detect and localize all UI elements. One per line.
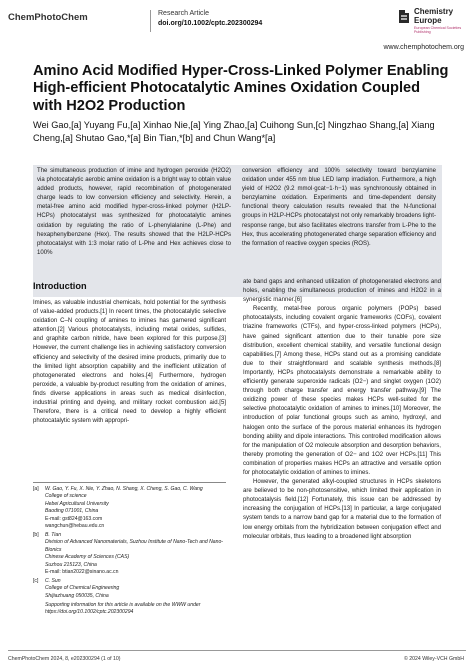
- affiliation-line: Hebei Agricultural University: [45, 500, 109, 507]
- affiliation-tag: [b]: [33, 531, 39, 538]
- intro-paragraph: ate band gaps and enhanced utilization of photogenerated electrons and holes, enabling the simultaneous production of imines and H2O2 in a synergistic manner.[6]: [243, 279, 441, 304]
- footer-copyright: © 2024 Wiley-VCH GmbH: [403, 656, 464, 662]
- doi-link[interactable]: doi.org/10.1002/cptc.202300294: [158, 20, 263, 27]
- publisher-logo-name: Chemistry Europe: [414, 7, 454, 25]
- footer-citation: ChemPhotoChem 2024, 8, e202300294 (1 of 10): [8, 656, 121, 662]
- affiliation-line: Shijiazhuang 050035, China: [45, 592, 109, 599]
- author-list: Wei Gao,[a] Yuyang Fu,[a] Xinhao Nie,[a] Ying Zhao,[a] Cuihong Sun,[c] Ningzhao Shang,[a] Xiang Cheng,[a] Shutao Gao,*[a] Bin Tian,*[b] and Chun Wang*[a]: [33, 120, 435, 144]
- affiliation-line: College of Chemical Engineering: [45, 585, 120, 592]
- affiliation-email[interactable]: E-mail: gst824@163.com: [45, 515, 103, 522]
- article-title: Amino Acid Modified Hyper-Cross-Linked Polymer Enabling High-efficient Photocatalytic Amines Oxidation Coupled with H2O2 Production: [33, 63, 449, 114]
- affiliation-line: C. Sun: [45, 577, 61, 584]
- publisher-logo[interactable]: [398, 6, 468, 36]
- affiliation-line: Chinese Academy of Sciences (CAS): [45, 554, 130, 561]
- affiliation-line: Suzhou 215123, China: [45, 561, 97, 568]
- chemistry-europe-logo-icon: [398, 8, 410, 24]
- article-type: Research Article: [158, 10, 209, 17]
- affiliation-line: B. Tian: [45, 531, 62, 538]
- affiliation-divider: [33, 482, 226, 483]
- affiliation-line: College of science: [45, 493, 87, 500]
- affiliation-tag: [a]: [33, 486, 39, 492]
- affiliation-line: Baoding 071001, China: [45, 508, 99, 515]
- header-divider: [150, 10, 151, 32]
- affiliation-tag: [c]: [33, 577, 39, 584]
- section-heading-introduction: Introduction: [33, 281, 87, 291]
- affiliations: [33, 486, 228, 616]
- affiliation-line: Division of Advanced Nanomaterials, Suzhou Institute of Nano-Tech and Nano-Bionics: [45, 539, 224, 553]
- affiliation: [33, 486, 228, 530]
- site-url[interactable]: www.chemphotochem.org: [383, 44, 464, 51]
- affiliation-email[interactable]: wangchun@hebau.edu.cn: [45, 523, 105, 530]
- intro-paragraph: However, the generated alkyl-coupled structures in HCPs skeletons are believed to be non-photosensitive, which limited their application in photocatalysis field.[12] Fortunately, this issue can be addressed by increasing the conjugation of HCPs.[13] In particular, a large conjugated system tends to a narrow band gap for a material due to the formation of low energy orbitals from the hybridization between conjugation effect and molecular orbitals, thus leading to a broadened light absorption: [243, 479, 441, 540]
- intro-right-column: [243, 278, 441, 542]
- intro-paragraph: Recently, metal-free porous organic polymers (POPs) based photocatalysts, including covalent organic frameworks (COFs), covalent triazine frameworks (CTFs), and hyper-cross-linked polymers (HCPs), have gained significant attention due to their tunable pore size distribution, excellent chemical stability, and versatile functional design capabilities.[7] Among these, HCPs stand out as a promising candidate due to their straightforward and scalable synthesis methods.[8] Importantly, HCPs photocatalysts demonstrate a remarkable ability to efficiently generate superoxide radicals (O2−) and singlet oxygen (1O2) through both charge transfer and energy transfer pathway.[9] The oxidizing power of these species makes HCPs well-suited for the selective photocatalytic oxidation of amines to imines.[10] Moreover, the introduction of polar functional groups such as amino, hydroxyl, and halogen onto the surface of the porous material enhances its hydrogen bonding ability and dipole interactions. This controlled modification allows for the manipulation of O2 molecule absorption and desorption behaviors, thereby promoting the generation of O2− and 1O2 over HCPs.[11] This combination of properties makes HCPs an attractive and versatile option for photocatalytic oxidation of amines to imines.: [243, 306, 441, 476]
- abstract-right-column: conversion efficiency and 100% selectivity toward benzylamine oxidation under 455 nm blue LED lamp irradiation. Furthermore, a high yield of H2O2 (9.2 mmol·gcat−1·h−1) was synchronously obtained in benzylamine oxidation. Experiments and time-dependent density functional theory calculation results revealed that the N-functional groups in H2LP-HCPs photocatalyst not only remarkably broadens light-response range, but also facilitates electrons transfer from L-Phe to the Hex, thus accelerating photogenerated charge separation efficiency and the formation of reactive oxygen species (ROS).: [242, 168, 436, 247]
- intro-left-column: Imines, as valuable industrial chemicals, hold potential for the synthesis of value-added products.[1] In recent times, the photocatalytic selective oxidation C–N coupling of amines to imines has garnered significant attention.[2] Various photocatalysts, including metal oxides, sulfides, and graphite carbon nitride, have been explored for this purpose.[3] However, the current challenge lies in achieving satisfactory conversion efficiency and selectivity of the desired imine products, primarily due to the limited light absorption capability and the inefficient utilization of photogenerated electrons and holes.[4] Furthermore, hydrogen peroxide, a valuable by-product resulting from the oxidation of amines, finds diverse applications in areas such as medical disinfection, industrial printing and dyeing, and military rocket combustion aid.[5] Therefore, there is a critical need to develop a highly efficient photocatalytic system with appropri-: [33, 300, 226, 425]
- abstract-left-column: The simultaneous production of imine and hydrogen peroxide (H2O2) via photocatalytic aerobic amine oxidation is a bright way to obtain value added products, however, rapid recombination of photogenerated charge leads to low conversion efficiency and selectivity. Herein, a metal-free amino acid modified hyper-cross-linked polymer (H2LP-HCPs) photocatalyst was synthesized for photocatalytic amines oxidation by regulating the ratio of L-phenylalanine (L-Phe) and hexaphenylbenzene (Hex). The results showed that the H2LP-HCPs photocatalyst with 1:3 molar ratio of L-Phe and Hex achieves close to 100%: [37, 168, 231, 256]
- publisher-logo-sub: European Chemical Societies Publishing: [414, 26, 462, 34]
- footer-divider: [8, 650, 466, 651]
- affiliation-email[interactable]: E-mail: btian2022@sinano.ac.cn: [45, 568, 119, 575]
- journal-name: ChemPhotoChem: [8, 12, 88, 23]
- affiliation: [33, 532, 228, 576]
- supporting-info-note: Supporting information for this article is available on the WWW under https://doi.org/10.1002/cptc.202300294: [45, 601, 201, 615]
- affiliation: [33, 578, 228, 600]
- affiliation-line: W. Gao, Y. Fu, X. Nie, Y. Zhao, N. Shang, X. Cheng, S. Gao, C. Wang: [45, 486, 203, 492]
